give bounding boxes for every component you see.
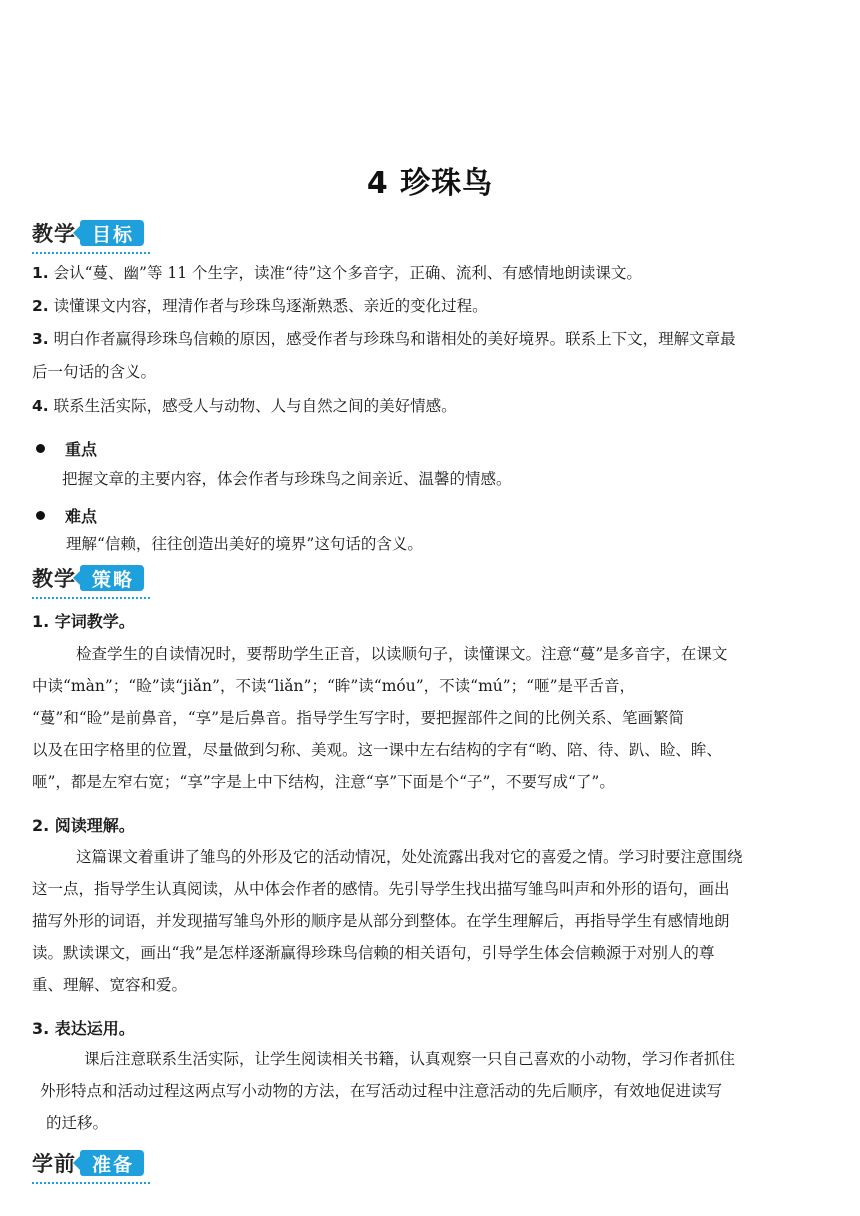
- goal-text: 联系生活实际，感受人与动物、人与自然之间的美好情感。: [48, 397, 457, 415]
- paragraph-line: 咂”，都是左窄右宽；“享”字是上中下结构，注意“享”下面是个“子”，不要写成“了”。: [32, 773, 615, 791]
- bullet-icon: [36, 444, 45, 453]
- section-tag: 策略: [80, 565, 144, 591]
- goal-item: [32, 396, 457, 416]
- difficulty-row: [36, 504, 97, 527]
- section-prefix: 教学: [32, 222, 76, 246]
- goal-item-continuation: [32, 362, 156, 382]
- goal-text: 读懂课文内容，理清作者与珍珠鸟逐渐熟悉、亲近的变化过程。: [48, 297, 488, 315]
- paragraph-line: 这一点，指导学生认真阅读，从中体会作者的感情。先引导学生找出描写雏鸟叫声和外形的语句，画出: [32, 880, 730, 898]
- section-prefix: 教学: [32, 567, 76, 591]
- key-point-text: 把握文章的主要内容，体会作者与珍珠鸟之间亲近、温馨的情感。: [62, 470, 512, 488]
- goal-number: 4.: [32, 397, 49, 415]
- dotted-underline: [32, 597, 150, 599]
- strategy-heading: 2. 阅读理解。: [32, 816, 135, 835]
- paragraph-line: 检查学生的自读情况时，要帮助学生正音，以读顺句子，读懂课文。注意“蔓”是多音字，在课文: [76, 645, 728, 663]
- key-point-label: 重点: [65, 440, 98, 459]
- section-tag: 准备: [80, 1150, 144, 1176]
- paragraph-line: 以及在田字格里的位置，尽量做到匀称、美观。这一课中左右结构的字有“哟、陪、待、趴、睑、眸、: [32, 741, 722, 759]
- difficulty-label: 难点: [65, 507, 98, 526]
- goal-text: 明白作者赢得珍珠鸟信赖的原因，感受作者与珍珠鸟和谐相处的美好境界。联系上下文，理解文章最: [48, 330, 736, 348]
- strategy-paragraph: [32, 638, 832, 798]
- section-prefix: 学前: [32, 1152, 76, 1176]
- paragraph-line: 课后注意联系生活实际，让学生阅读相关书籍，认真观察一只自己喜欢的小动物，学习作者抓住: [84, 1050, 736, 1068]
- paragraph-line: 重、理解、宽容和爱。: [32, 976, 188, 994]
- goal-item: [32, 296, 488, 316]
- section-tag: 目标: [80, 220, 144, 246]
- paragraph-line: “蔓”和“睑”是前鼻音，“享”是后鼻音。指导学生写字时，要把握部件之间的比例关系、笔画繁简: [32, 709, 685, 727]
- goal-text: 会认“蔓、幽”等 11 个生字，读准“待”这个多音字，正确、流利、有感情地朗读课文。: [48, 264, 642, 282]
- goal-item: [32, 263, 642, 283]
- paragraph-line: 读。默读课文，画出“我”是怎样逐渐赢得珍珠鸟信赖的相关语句，引导学生体会信赖源于对别人的尊: [32, 944, 715, 962]
- dotted-underline: [32, 252, 150, 254]
- bullet-icon: [36, 511, 45, 520]
- section-header-goals: [32, 216, 144, 250]
- key-point-row: [36, 437, 97, 460]
- strategy-paragraph: [32, 841, 832, 1001]
- difficulty-text: 理解“信赖，往往创造出美好的境界”这句话的含义。: [66, 535, 423, 553]
- strategy-heading: 1. 字词教学。: [32, 612, 135, 631]
- paragraph-line: 外形特点和活动过程这两点写小动物的方法，在写活动过程中注意活动的先后顺序，有效地促进读写: [40, 1082, 723, 1100]
- section-header-strategy: [32, 561, 144, 595]
- section-header-prep: [32, 1146, 144, 1180]
- paragraph-line: 这篇课文着重讲了雏鸟的外形及它的活动情况，处处流露出我对它的喜爱之情。学习时要注意围绕: [76, 848, 743, 866]
- lesson-title: 4 珍珠鸟: [366, 166, 494, 201]
- goal-number: 1.: [32, 264, 49, 282]
- dotted-underline: [32, 1182, 150, 1184]
- goal-item: [32, 329, 736, 349]
- strategy-heading: 3. 表达运用。: [32, 1019, 135, 1038]
- strategy-paragraph: [40, 1043, 832, 1139]
- paragraph-line: 的迁移。: [46, 1114, 109, 1132]
- goal-number: 2.: [32, 297, 49, 315]
- paragraph-line: 中读“màn”；“睑”读“jiǎn”，不读“liǎn”；“眸”读“móu”，不读“mú”；“咂”是平舌音，: [32, 677, 636, 695]
- goal-text: 后一句话的含义。: [32, 363, 157, 381]
- paragraph-line: 描写外形的词语，并发现描写雏鸟外形的顺序是从部分到整体。在学生理解后，再指导学生有感情地朗: [32, 912, 730, 930]
- goal-number: 3.: [32, 330, 49, 348]
